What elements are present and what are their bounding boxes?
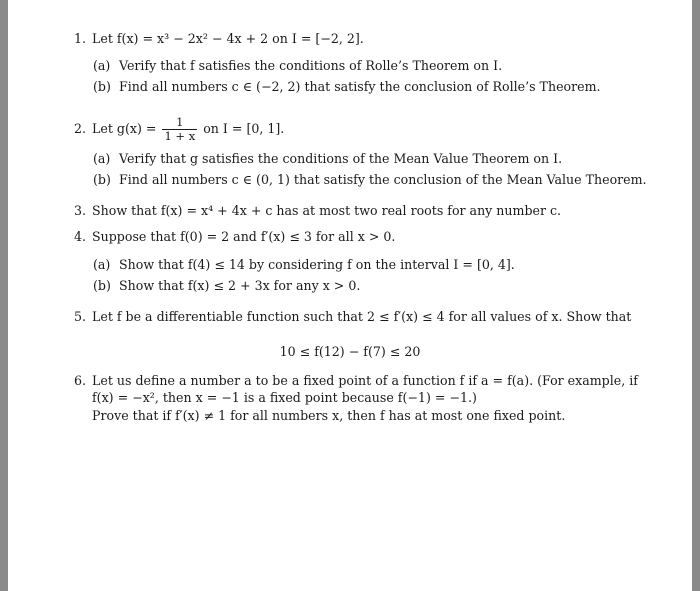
problem-1 [74, 31, 364, 47]
problem-5-text: Let f be a differentiable function such that 2 ≤ f′(x) ≤ 4 for all values of x. Show that [92, 309, 632, 324]
problem-2a-label: (a) [93, 151, 111, 166]
problem-4b [93, 278, 360, 294]
problem-5-number: 5. [74, 309, 87, 324]
problem-2b-label: (b) [93, 172, 111, 187]
problem-6 [74, 373, 638, 389]
problem-2a-text: Verify that g satisfies the conditions of the Mean Value Theorem on I. [119, 151, 563, 166]
problem-1b [93, 79, 601, 95]
problem-1a [93, 58, 502, 74]
problem-1-number: 1. [74, 31, 87, 46]
problem-2-number: 2. [74, 121, 87, 136]
problem-4a [93, 257, 515, 273]
problem-6-line-3 [92, 408, 565, 424]
problem-1a-text: Verify that f satisfies the conditions of Rolle’s Theorem on I. [119, 58, 503, 73]
problem-1b-text: Find all numbers c ∈ (−2, 2) that satisfy the conclusion of Rolle’s Theorem. [119, 79, 601, 94]
problem-2b [93, 172, 647, 188]
problem-3-text: Show that f(x) = x⁴ + 4x + c has at most two real roots for any number c. [92, 203, 562, 218]
problem-6-line-2-text: f(x) = −x², then x = −1 is a fixed point because f(−1) = −1.) [92, 390, 477, 405]
problem-4-text: Suppose that f(0) = 2 and f′(x) ≤ 3 for all x > 0. [92, 229, 396, 244]
problem-4b-text: Show that f(x) ≤ 2 + 3x for any x > 0. [119, 278, 361, 293]
fraction-numerator: 1 [162, 116, 197, 130]
problem-4a-label: (a) [93, 257, 111, 272]
problem-1b-label: (b) [93, 79, 111, 94]
problem-3 [74, 203, 561, 219]
problem-1-text: Let f(x) = x³ − 2x² − 4x + 2 on I = [−2, 2]. [92, 31, 364, 46]
problem-2a [93, 151, 562, 167]
problem-2b-text: Find all numbers c ∈ (0, 1) that satisfy the conclusion of the Mean Value Theorem. [119, 172, 647, 187]
problem-4 [74, 229, 395, 245]
document-page [8, 0, 692, 591]
problem-4b-label: (b) [93, 278, 111, 293]
problem-5-display-equation [8, 344, 692, 360]
problem-6-number: 6. [74, 373, 87, 388]
problem-6-text: Let us define a number a to be a fixed point of a function f if a = f(a). (For example, if [92, 373, 638, 388]
problem-3-number: 3. [74, 203, 87, 218]
problem-6-line-2 [92, 390, 477, 406]
problem-5 [74, 309, 631, 325]
fraction-denominator: 1 + x [164, 129, 196, 143]
problem-6-line-3-text: Prove that if f′(x) ≠ 1 for all numbers x, then f has at most one fixed point. [92, 408, 566, 423]
problem-4a-text: Show that f(4) ≤ 14 by considering f on the interval I = [0, 4]. [119, 257, 515, 272]
problem-1a-label: (a) [93, 58, 111, 73]
problem-4-number: 4. [74, 229, 87, 244]
problem-2-fraction [162, 116, 197, 143]
problem-2-text-before: Let g(x) = [92, 121, 157, 136]
problem-2-text-after: on I = [0, 1]. [203, 121, 285, 136]
display-equation-text: 10 ≤ f(12) − f(7) ≤ 20 [279, 344, 421, 359]
problem-2 [74, 114, 284, 144]
